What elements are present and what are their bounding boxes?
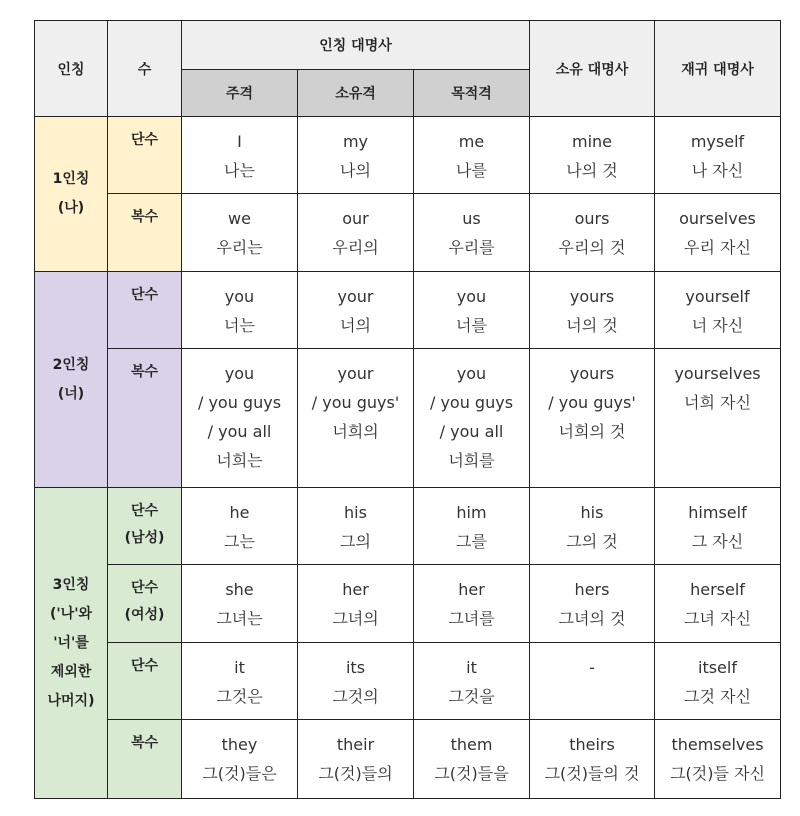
cell-line: yours	[569, 287, 615, 306]
cell-line: you	[456, 287, 487, 306]
cell-line: it	[466, 658, 477, 677]
cell-line: 그녀의	[332, 609, 379, 628]
reflexive-cell	[655, 565, 781, 643]
header-object: 목적격	[414, 70, 530, 117]
cell-line: / you guys	[197, 393, 282, 412]
possessive-pronoun-cell	[530, 643, 655, 720]
cell-line: your	[337, 364, 374, 383]
cell-line: her	[342, 580, 369, 599]
cell-line: / you all	[207, 422, 272, 441]
cell-line: 우리는	[216, 238, 263, 257]
cell-line: 너의 것	[566, 316, 618, 335]
cell-line: 그녀의 것	[558, 609, 626, 628]
cell-line: 너 자신	[691, 316, 744, 335]
cell-line: yourself	[685, 287, 750, 306]
reflexive-cell	[655, 720, 781, 799]
object-cell	[414, 272, 530, 349]
cell-line: 그 자신	[691, 532, 744, 551]
cell-line: itself	[698, 658, 737, 677]
cell-line: '너'를	[53, 634, 89, 651]
cell-line: herself	[690, 580, 745, 599]
cell-line: 그의 것	[566, 532, 618, 551]
cell-line: 우리의 것	[558, 238, 626, 257]
cell-line: 그것을	[448, 687, 495, 706]
cell-line: 나의	[340, 161, 371, 180]
header-person: 인칭	[35, 21, 108, 117]
cell-line: ourselves	[679, 209, 756, 228]
subject-cell	[182, 349, 298, 488]
cell-line: you	[224, 364, 255, 383]
cell-line: we	[228, 209, 251, 228]
cell-line: 그를	[456, 532, 487, 551]
header-number: 수	[108, 21, 182, 117]
cell-line: ours	[574, 209, 610, 228]
possessive-pronoun-cell	[530, 272, 655, 349]
number-cell	[108, 643, 182, 720]
cell-line: themselves	[671, 735, 764, 754]
cell-line: 3인칭	[52, 576, 90, 593]
group-label-3rd-person	[35, 488, 108, 799]
cell-line: it	[234, 658, 245, 677]
table-row	[35, 349, 781, 488]
cell-line: 제외한	[50, 663, 92, 680]
number-cell	[108, 488, 182, 565]
possessive-adj-cell	[298, 643, 414, 720]
header-possessive-adj: 소유격	[298, 70, 414, 117]
cell-line: me	[458, 132, 485, 151]
cell-line: 나는	[224, 161, 255, 180]
subject-cell	[182, 194, 298, 272]
cell-line: ('나'와	[49, 605, 93, 622]
cell-line: theirs	[569, 735, 615, 754]
cell-line: (너)	[57, 385, 85, 402]
object-cell	[414, 488, 530, 565]
cell-line: hers	[574, 580, 610, 599]
possessive-adj-cell	[298, 565, 414, 643]
cell-line: 우리의	[332, 238, 379, 257]
cell-line: 그의	[340, 532, 371, 551]
cell-line: / you guys'	[548, 393, 636, 412]
subject-cell	[182, 643, 298, 720]
object-cell	[414, 720, 530, 799]
cell-line: him	[456, 503, 487, 522]
cell-line: 우리 자신	[684, 238, 751, 257]
object-cell	[414, 117, 530, 194]
cell-line: she	[225, 580, 254, 599]
cell-line: yourselves	[674, 364, 761, 383]
number-cell	[108, 349, 182, 488]
possessive-adj-cell	[298, 349, 414, 488]
cell-line: 단수	[130, 503, 159, 519]
group-label-2nd-person	[35, 272, 108, 488]
object-cell	[414, 565, 530, 643]
table-row	[35, 117, 781, 194]
group-label-1st-person	[35, 117, 108, 272]
cell-line: / you all	[439, 422, 504, 441]
number-cell	[108, 565, 182, 643]
reflexive-cell	[655, 117, 781, 194]
cell-line: I	[237, 132, 242, 151]
cell-line: 그는	[224, 532, 255, 551]
possessive-pronoun-cell	[530, 117, 655, 194]
number-cell	[108, 194, 182, 272]
cell-line: his	[344, 503, 367, 522]
cell-line: yours	[569, 364, 615, 383]
reflexive-cell	[655, 272, 781, 349]
possessive-pronoun-cell	[530, 565, 655, 643]
cell-line: -	[589, 658, 595, 677]
table-row	[35, 565, 781, 643]
cell-line: 우리를	[448, 238, 495, 257]
object-cell	[414, 194, 530, 272]
object-cell	[414, 349, 530, 488]
cell-line: 복수	[130, 364, 159, 380]
cell-line: 너희의	[332, 422, 379, 441]
cell-line: 그것 자신	[684, 687, 751, 706]
cell-line: your	[337, 287, 374, 306]
reflexive-cell	[655, 194, 781, 272]
cell-line: 나머지)	[47, 692, 95, 709]
cell-line: he	[229, 503, 250, 522]
cell-line: his	[580, 503, 604, 522]
possessive-adj-cell	[298, 194, 414, 272]
cell-line: 단수	[130, 658, 159, 674]
cell-line: (남성)	[124, 530, 165, 546]
cell-line: 그(것)들을	[434, 764, 509, 783]
object-cell	[414, 643, 530, 720]
cell-line: 너의	[340, 316, 371, 335]
possessive-adj-cell	[298, 488, 414, 565]
subject-cell	[182, 720, 298, 799]
possessive-pronoun-cell	[530, 194, 655, 272]
possessive-adj-cell	[298, 272, 414, 349]
cell-line: mine	[571, 132, 612, 151]
cell-line: 단수	[130, 580, 159, 596]
cell-line: them	[450, 735, 493, 754]
cell-line: 2인칭	[52, 356, 90, 373]
cell-line: 복수	[130, 209, 159, 225]
cell-line: 너희의 것	[558, 422, 626, 441]
cell-line: 그녀 자신	[684, 609, 751, 628]
cell-line: 단수	[130, 132, 159, 148]
table-row	[35, 720, 781, 799]
reflexive-cell	[655, 488, 781, 565]
header-possessive-pronoun: 소유 대명사	[530, 21, 655, 117]
cell-line: our	[342, 209, 369, 228]
cell-line: 너를	[456, 316, 487, 335]
cell-line: their	[336, 735, 375, 754]
cell-line: (나)	[57, 200, 85, 216]
cell-line: 그것은	[216, 687, 263, 706]
cell-line: himself	[688, 503, 747, 522]
cell-line: my	[342, 132, 369, 151]
header-subject: 주격	[182, 70, 298, 117]
table-row	[35, 272, 781, 349]
subject-cell	[182, 488, 298, 565]
cell-line: 1인칭	[52, 171, 90, 187]
cell-line: (여성)	[124, 607, 165, 623]
cell-line: they	[221, 735, 258, 754]
reflexive-cell	[655, 349, 781, 488]
cell-line: 그(것)들은	[202, 764, 277, 783]
cell-line: 그녀를	[448, 609, 495, 628]
cell-line: 복수	[130, 735, 159, 751]
table-row	[35, 488, 781, 565]
cell-line: 그(것)들의	[318, 764, 393, 783]
cell-line: 나를	[456, 161, 487, 180]
cell-line: 그(것)들 자신	[670, 764, 765, 783]
subject-cell	[182, 117, 298, 194]
cell-line: 그것의	[332, 687, 379, 706]
header-reflexive: 재귀 대명사	[655, 21, 781, 117]
number-cell	[108, 720, 182, 799]
cell-line: 너희는	[216, 451, 263, 470]
cell-line: / you guys'	[311, 393, 400, 412]
possessive-pronoun-cell	[530, 349, 655, 488]
table-row	[35, 643, 781, 720]
possessive-adj-cell	[298, 117, 414, 194]
subject-cell	[182, 272, 298, 349]
number-cell	[108, 117, 182, 194]
reflexive-cell	[655, 643, 781, 720]
possessive-pronoun-cell	[530, 720, 655, 799]
cell-line: myself	[690, 132, 745, 151]
table-row	[35, 194, 781, 272]
possessive-pronoun-cell	[530, 488, 655, 565]
cell-line: us	[462, 209, 481, 228]
cell-line: 그(것)들의 것	[544, 764, 640, 783]
cell-line: 그녀는	[216, 609, 263, 628]
cell-line: her	[458, 580, 485, 599]
cell-line: you	[456, 364, 487, 383]
cell-line: its	[345, 658, 366, 677]
cell-line: / you guys	[429, 393, 514, 412]
possessive-adj-cell	[298, 720, 414, 799]
subject-cell	[182, 565, 298, 643]
cell-line: 나의 것	[566, 161, 618, 180]
header-personal-pronoun: 인칭 대명사	[182, 21, 530, 70]
cell-line: 너희 자신	[684, 393, 751, 412]
cell-line: you	[224, 287, 255, 306]
cell-line: 단수	[130, 287, 159, 303]
number-cell	[108, 272, 182, 349]
cell-line: 나 자신	[691, 161, 744, 180]
pronoun-table	[34, 20, 781, 799]
cell-line: 너는	[224, 316, 255, 335]
cell-line: 너희를	[448, 451, 495, 470]
